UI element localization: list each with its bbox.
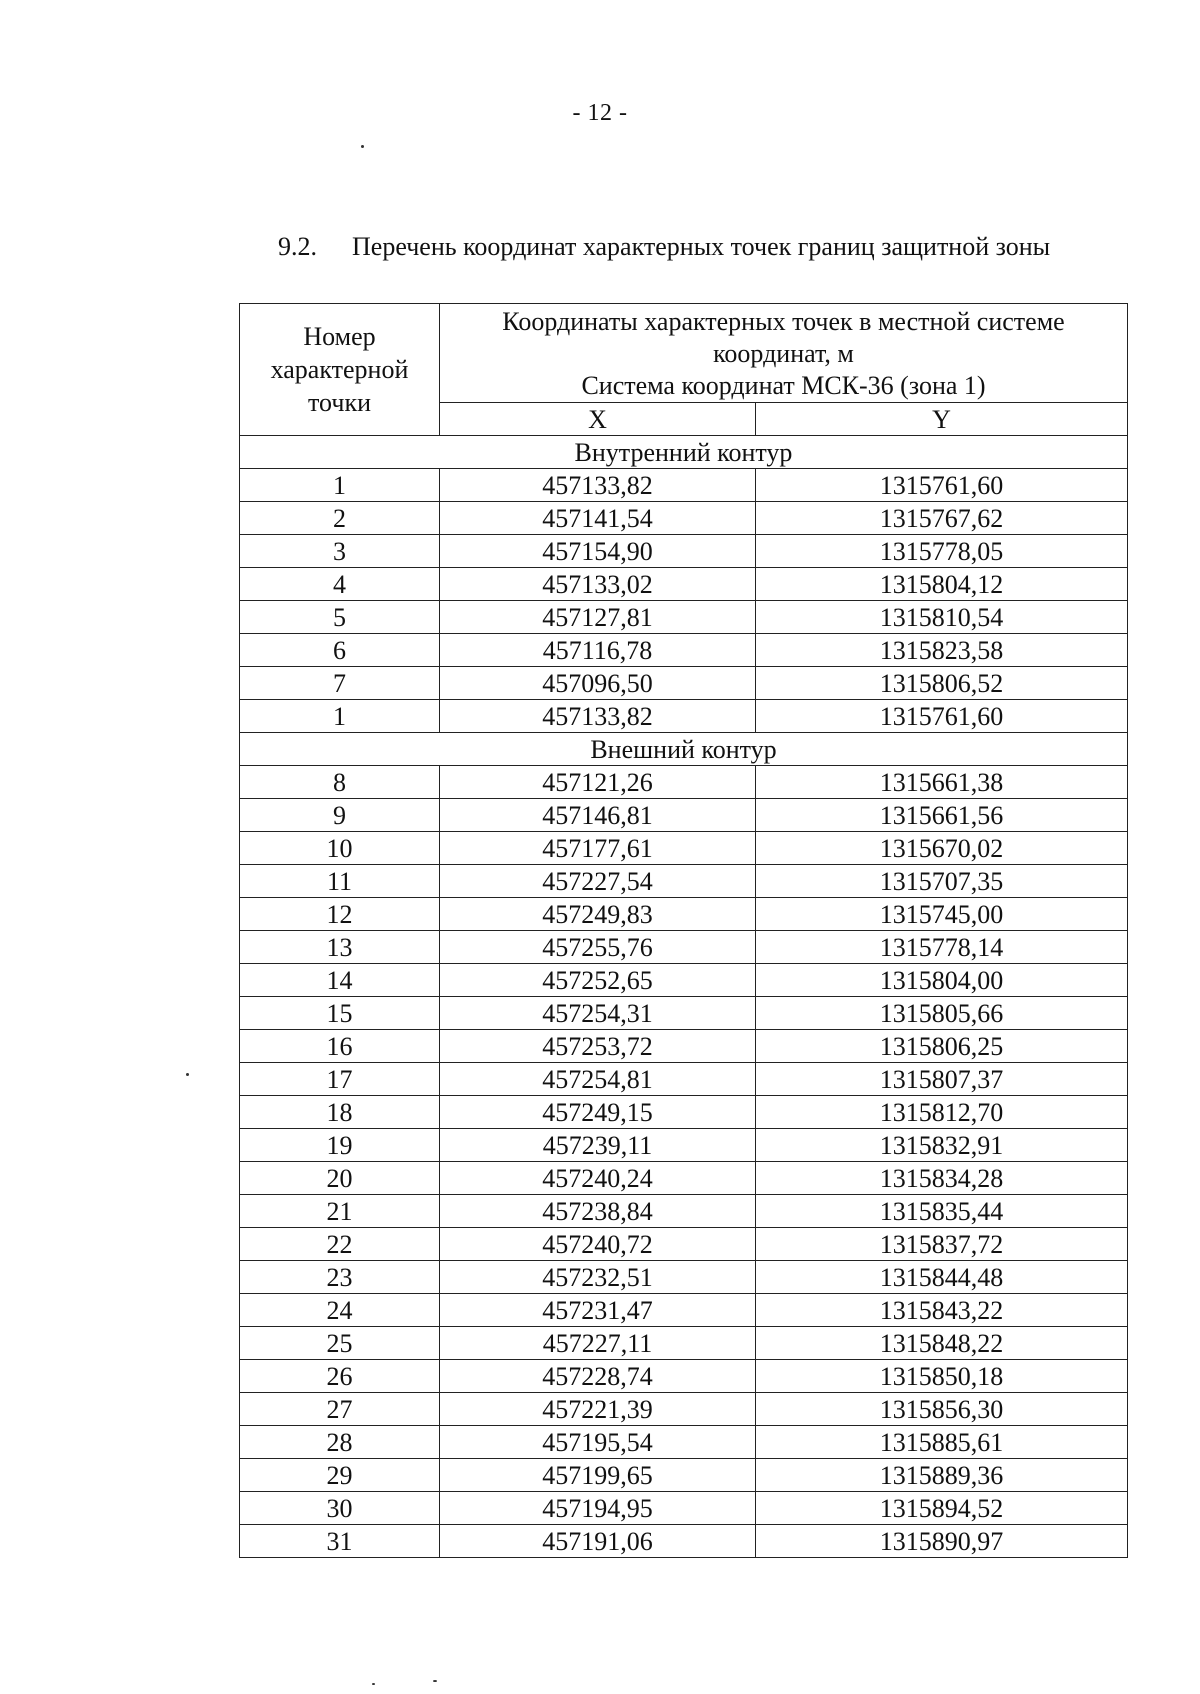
table-row xyxy=(240,1459,1128,1492)
section-number: 9.2. xyxy=(278,232,317,261)
table-row xyxy=(240,997,1128,1030)
table-row xyxy=(240,601,1128,634)
point-number-cell: 27 xyxy=(240,1393,440,1426)
y-coordinate-cell: 1315832,91 xyxy=(756,1129,1128,1162)
header-point-number: Номер характерной точки xyxy=(240,304,440,436)
table-row xyxy=(240,1228,1128,1261)
table-row xyxy=(240,832,1128,865)
x-coordinate-cell: 457127,81 xyxy=(440,601,756,634)
scan-speck xyxy=(372,1683,375,1685)
x-coordinate-cell: 457141,54 xyxy=(440,502,756,535)
table-row xyxy=(240,700,1128,733)
y-coordinate-cell: 1315767,62 xyxy=(756,502,1128,535)
y-coordinate-cell: 1315834,28 xyxy=(756,1162,1128,1195)
table-row xyxy=(240,865,1128,898)
scan-speck xyxy=(433,1680,437,1682)
point-number-cell: 26 xyxy=(240,1360,440,1393)
point-number-cell: 23 xyxy=(240,1261,440,1294)
table-row xyxy=(240,1360,1128,1393)
coordinates-table xyxy=(239,303,1128,1558)
table-row xyxy=(240,931,1128,964)
table-row xyxy=(240,1426,1128,1459)
y-coordinate-cell: 1315806,52 xyxy=(756,667,1128,700)
y-coordinate-cell: 1315778,05 xyxy=(756,535,1128,568)
x-coordinate-cell: 457195,54 xyxy=(440,1426,756,1459)
page-number: - 12 - xyxy=(572,100,628,126)
table-row xyxy=(240,1129,1128,1162)
y-coordinate-cell: 1315837,72 xyxy=(756,1228,1128,1261)
table-row xyxy=(240,1525,1128,1558)
point-number-cell: 21 xyxy=(240,1195,440,1228)
x-coordinate-cell: 457221,39 xyxy=(440,1393,756,1426)
point-number-cell: 2 xyxy=(240,502,440,535)
table-row xyxy=(240,1195,1128,1228)
x-coordinate-cell: 457146,81 xyxy=(440,799,756,832)
x-coordinate-cell: 457133,82 xyxy=(440,700,756,733)
x-coordinate-cell: 457254,81 xyxy=(440,1063,756,1096)
y-coordinate-cell: 1315885,61 xyxy=(756,1426,1128,1459)
y-coordinate-cell: 1315761,60 xyxy=(756,469,1128,502)
x-coordinate-cell: 457116,78 xyxy=(440,634,756,667)
x-coordinate-cell: 457252,65 xyxy=(440,964,756,997)
x-coordinate-cell: 457154,90 xyxy=(440,535,756,568)
table-body xyxy=(240,436,1128,1558)
x-coordinate-cell: 457239,11 xyxy=(440,1129,756,1162)
header-coordinates-system: Система координат МСК-36 (зона 1) xyxy=(581,371,986,400)
x-coordinate-cell: 457191,06 xyxy=(440,1525,756,1558)
y-coordinate-cell: 1315856,30 xyxy=(756,1393,1128,1426)
header-y: Y xyxy=(756,403,1128,436)
y-coordinate-cell: 1315850,18 xyxy=(756,1360,1128,1393)
x-coordinate-cell: 457133,02 xyxy=(440,568,756,601)
x-coordinate-cell: 457249,15 xyxy=(440,1096,756,1129)
y-coordinate-cell: 1315812,70 xyxy=(756,1096,1128,1129)
x-coordinate-cell: 457177,61 xyxy=(440,832,756,865)
point-number-cell: 14 xyxy=(240,964,440,997)
point-number-cell: 9 xyxy=(240,799,440,832)
header-x: X xyxy=(440,403,756,436)
header-coordinates-title: Координаты характерных точек в местной системе координат, м xyxy=(502,307,1065,368)
point-number-cell: 17 xyxy=(240,1063,440,1096)
y-coordinate-cell: 1315823,58 xyxy=(756,634,1128,667)
table-row xyxy=(240,568,1128,601)
table-row xyxy=(240,634,1128,667)
point-number-cell: 6 xyxy=(240,634,440,667)
table-row xyxy=(240,1096,1128,1129)
section-title-cell: Внутренний контур xyxy=(240,436,1128,469)
y-coordinate-cell: 1315843,22 xyxy=(756,1294,1128,1327)
x-coordinate-cell: 457194,95 xyxy=(440,1492,756,1525)
point-number-cell: 31 xyxy=(240,1525,440,1558)
x-coordinate-cell: 457238,84 xyxy=(440,1195,756,1228)
x-coordinate-cell: 457096,50 xyxy=(440,667,756,700)
point-number-cell: 22 xyxy=(240,1228,440,1261)
table-row xyxy=(240,502,1128,535)
point-number-cell: 12 xyxy=(240,898,440,931)
x-coordinate-cell: 457249,83 xyxy=(440,898,756,931)
y-coordinate-cell: 1315804,12 xyxy=(756,568,1128,601)
table-row xyxy=(240,1294,1128,1327)
y-coordinate-cell: 1315844,48 xyxy=(756,1261,1128,1294)
y-coordinate-cell: 1315745,00 xyxy=(756,898,1128,931)
x-coordinate-cell: 457227,11 xyxy=(440,1327,756,1360)
table-row xyxy=(240,1030,1128,1063)
table-row xyxy=(240,1492,1128,1525)
point-number-cell: 30 xyxy=(240,1492,440,1525)
scan-speck xyxy=(361,145,364,148)
header-coordinates xyxy=(440,304,1128,403)
table-row xyxy=(240,766,1128,799)
y-coordinate-cell: 1315670,02 xyxy=(756,832,1128,865)
table-row xyxy=(240,535,1128,568)
y-coordinate-cell: 1315889,36 xyxy=(756,1459,1128,1492)
x-coordinate-cell: 457121,26 xyxy=(440,766,756,799)
x-coordinate-cell: 457228,74 xyxy=(440,1360,756,1393)
y-coordinate-cell: 1315661,56 xyxy=(756,799,1128,832)
y-coordinate-cell: 1315835,44 xyxy=(756,1195,1128,1228)
x-coordinate-cell: 457199,65 xyxy=(440,1459,756,1492)
coordinates-table-container xyxy=(239,303,1127,1558)
point-number-cell: 25 xyxy=(240,1327,440,1360)
point-number-cell: 11 xyxy=(240,865,440,898)
y-coordinate-cell: 1315761,60 xyxy=(756,700,1128,733)
point-number-cell: 19 xyxy=(240,1129,440,1162)
point-number-cell: 1 xyxy=(240,700,440,733)
point-number-cell: 13 xyxy=(240,931,440,964)
point-number-cell: 10 xyxy=(240,832,440,865)
section-title-cell: Внешний контур xyxy=(240,733,1128,766)
y-coordinate-cell: 1315848,22 xyxy=(756,1327,1128,1360)
table-row xyxy=(240,1393,1128,1426)
point-number-cell: 28 xyxy=(240,1426,440,1459)
point-number-cell: 3 xyxy=(240,535,440,568)
y-coordinate-cell: 1315890,97 xyxy=(756,1525,1128,1558)
point-number-cell: 16 xyxy=(240,1030,440,1063)
y-coordinate-cell: 1315806,25 xyxy=(756,1030,1128,1063)
x-coordinate-cell: 457253,72 xyxy=(440,1030,756,1063)
x-coordinate-cell: 457232,51 xyxy=(440,1261,756,1294)
point-number-cell: 15 xyxy=(240,997,440,1030)
table-row xyxy=(240,667,1128,700)
table-row xyxy=(240,1162,1128,1195)
y-coordinate-cell: 1315810,54 xyxy=(756,601,1128,634)
y-coordinate-cell: 1315804,00 xyxy=(756,964,1128,997)
x-coordinate-cell: 457227,54 xyxy=(440,865,756,898)
x-coordinate-cell: 457240,24 xyxy=(440,1162,756,1195)
section-row xyxy=(240,436,1128,469)
x-coordinate-cell: 457255,76 xyxy=(440,931,756,964)
section-heading xyxy=(278,232,1050,262)
x-coordinate-cell: 457240,72 xyxy=(440,1228,756,1261)
table-row xyxy=(240,1327,1128,1360)
point-number-cell: 20 xyxy=(240,1162,440,1195)
point-number-cell: 18 xyxy=(240,1096,440,1129)
y-coordinate-cell: 1315778,14 xyxy=(756,931,1128,964)
scan-speck xyxy=(186,1073,189,1076)
section-title: Перечень координат характерных точек границ защитной зоны xyxy=(352,232,1051,261)
point-number-cell: 5 xyxy=(240,601,440,634)
y-coordinate-cell: 1315807,37 xyxy=(756,1063,1128,1096)
point-number-cell: 29 xyxy=(240,1459,440,1492)
table-row xyxy=(240,469,1128,502)
section-row xyxy=(240,733,1128,766)
point-number-cell: 1 xyxy=(240,469,440,502)
y-coordinate-cell: 1315894,52 xyxy=(756,1492,1128,1525)
table-row xyxy=(240,799,1128,832)
table-row xyxy=(240,1261,1128,1294)
point-number-cell: 24 xyxy=(240,1294,440,1327)
x-coordinate-cell: 457254,31 xyxy=(440,997,756,1030)
y-coordinate-cell: 1315661,38 xyxy=(756,766,1128,799)
x-coordinate-cell: 457231,47 xyxy=(440,1294,756,1327)
x-coordinate-cell: 457133,82 xyxy=(440,469,756,502)
point-number-cell: 4 xyxy=(240,568,440,601)
table-row xyxy=(240,1063,1128,1096)
point-number-cell: 8 xyxy=(240,766,440,799)
point-number-cell: 7 xyxy=(240,667,440,700)
y-coordinate-cell: 1315805,66 xyxy=(756,997,1128,1030)
table-row xyxy=(240,964,1128,997)
table-row xyxy=(240,898,1128,931)
y-coordinate-cell: 1315707,35 xyxy=(756,865,1128,898)
